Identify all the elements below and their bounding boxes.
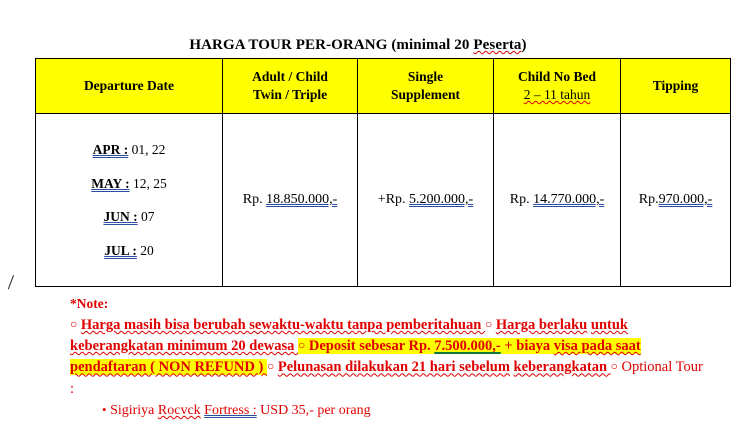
margin-change-mark: /: [7, 270, 15, 294]
note-bullet-icon: ○: [298, 338, 306, 353]
cell-single-supplement-price: [358, 114, 494, 287]
date-month: JUL :: [104, 242, 137, 258]
cell-child-no-bed-price: [494, 114, 621, 287]
optional-tour-name-flagged: Rocvck: [157, 403, 201, 419]
cell-adult-child-price: [223, 114, 358, 287]
note-deposit-amount: 7.500.000,-: [434, 338, 501, 355]
table-row: [36, 114, 731, 287]
date-line: [36, 143, 222, 157]
date-days: 01, 22: [128, 142, 166, 157]
tipping-price: Rp.970.000,-: [638, 192, 713, 207]
note-optional-tour-label: Optional Tour :: [70, 359, 703, 397]
note-bullet-icon: ○: [484, 316, 493, 331]
header-departure-date: Departure Date: [36, 59, 223, 114]
note-bullet-icon: ○: [70, 316, 78, 331]
note-deposit-text: Deposit sebesar Rp.: [308, 338, 435, 355]
header-child-no-bed: Child No Bed 2 – 11 tahun: [494, 59, 621, 114]
adult-child-price: Rp. 18.850.000,-: [242, 192, 338, 207]
note-line2-a: untuk keberangkatan minimum 20 dewasa: [70, 316, 628, 355]
note-line3-highlight: visa pada saat pendaftaran ( NON REFUND ): [70, 338, 641, 376]
note-line4-a: keberangkatan: [513, 359, 611, 376]
date-days: 12, 25: [129, 175, 167, 191]
date-line: [36, 177, 222, 191]
single-supplement-price: +Rp. 5.200.000,-: [377, 192, 474, 207]
page-title-tail: ): [521, 37, 527, 53]
page-title-flagged-word: Peserta: [473, 37, 522, 53]
page-title-main: HARGA TOUR PER-ORANG (minimal 20: [189, 37, 474, 53]
note-bullet-icon: ○: [610, 359, 618, 374]
date-line: [36, 210, 222, 224]
optional-tour-name-a: Sigiriya: [106, 403, 158, 419]
date-month: MAY :: [91, 175, 130, 191]
optional-tour-item: [70, 400, 710, 422]
date-month: APR :: [92, 142, 129, 157]
note-line1-b: Harga berlaku: [495, 316, 588, 333]
page-title: [0, 37, 716, 54]
date-month: JUN :: [103, 209, 138, 224]
optional-tour-name-underlined: Fortress :: [204, 403, 257, 419]
price-table: [35, 58, 731, 287]
header-tipping: Tipping: [621, 59, 731, 114]
note-heading: *Note:: [70, 296, 109, 311]
note-paragraph: [70, 315, 710, 400]
notes-block: [70, 294, 710, 422]
note-line3-b: Pelunasan dilakukan 21 hari sebelum: [277, 359, 510, 376]
header-child-age-range: 2 – 11 tahun: [523, 87, 591, 102]
optional-tour-price: USD 35,- per orang: [256, 403, 371, 419]
cell-departure-dates: [36, 114, 223, 287]
note-bullet-icon: ○: [266, 359, 275, 374]
child-no-bed-price: Rp. 14.770.000,-: [509, 192, 605, 207]
date-days: 20: [136, 242, 154, 258]
optional-tour-bullet-icon: •: [102, 402, 107, 418]
header-single-supplement: Single Supplement: [358, 59, 494, 114]
note-line1-a: Harga masih bisa berubah sewaktu-waktu tanpa pemberitahuan: [80, 316, 485, 333]
date-days: 07: [137, 209, 155, 224]
cell-tipping-price: [621, 114, 731, 287]
table-header-row: [36, 59, 731, 114]
note-deposit-tail: + biaya: [500, 338, 551, 355]
header-adult-child: Adult / Child Twin / Triple: [223, 59, 358, 114]
date-line: [36, 244, 222, 258]
